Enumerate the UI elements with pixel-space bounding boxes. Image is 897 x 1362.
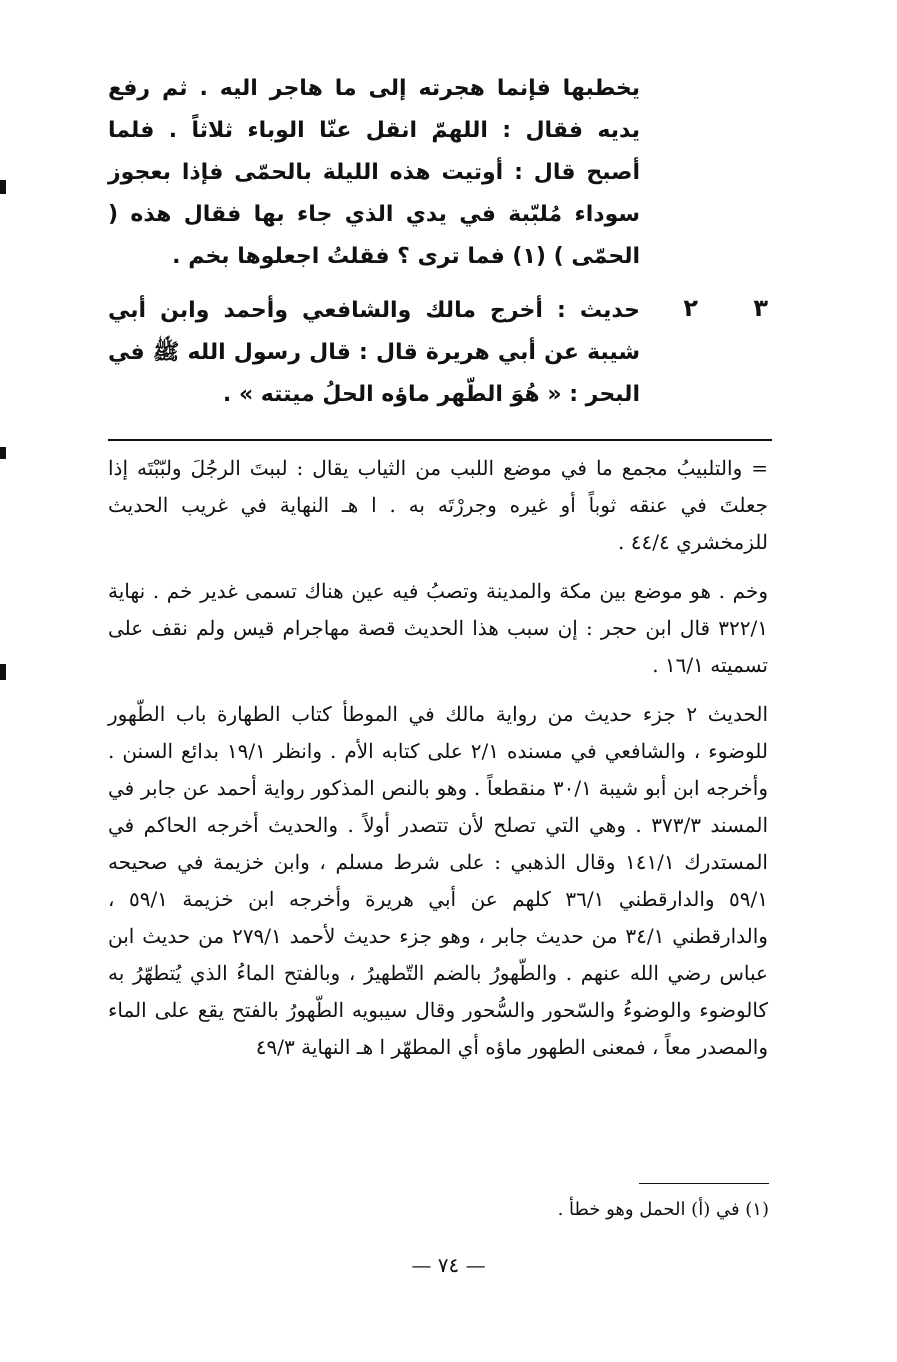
note-paragraph: الحديث ٢ جزء حديث من رواية مالك في الموطأ كتاب الطهارة باب الطّهور للوضوء ، والشافعي في مسنده ٢/١ على كتابه الأم . وانظر ١٩/١ بدائع السنن . وأخرجه ابن أبو شيبة ٣٠/١ منقطعاً . وهو بالنص المذكور رواية أحمد عن جابر في المسند ٣٧٣/٣ . وهي التي تصلح لأن تتصدر أولاً . والحديث أخرجه الحاكم في المستدرك ١٤١/١ وقال الذهبي : على شرط مسلم ، وابن خزيمة في صحيحه ٥٩/١ والدارقطني ٣٦/١ كلهم عن أبي هريرة وأخرجه ابن خزيمة ٥٩/١ ، والدارقطني ٣٤/١ من حديث جابر ، وهو جزء حديث لأحمد ٢٧٩/١ من حديث ابن عباس رضي الله عنهم . والطّهورُ بالضم التّطهيرُ ، وبالفتح الماءُ الذي يُتطهّرُ به كالوضوء والوضوءُ والسّحور والسُّحور وقال سيبويه الطّهورُ بالفتح يقع على الماء والمصدر معاً ، فمعنى الطهور ماؤه أي المطهّر ا هـ النهاية ٤٩/٣: [108, 702, 769, 1059]
hadith-number-primary: ٣: [753, 294, 768, 322]
margin-mark: [0, 447, 6, 459]
page-number: — ٧٤ —: [411, 1253, 486, 1277]
section-divider: [108, 439, 772, 441]
hadith-number-secondary: ٢: [683, 294, 698, 322]
margin-mark: [0, 180, 6, 194]
note-paragraph: = والتلبيبُ مجمع ما في موضع اللبب من الثياب يقال : لببتَ الرجُلَ ولبّبْتَه إذا جعلتَ في عنقه ثوباً أو غيره وجررْتَه به . ا هـ النهاية في غريب الحديث للزمخشري ٤٤/٤ .: [108, 456, 768, 554]
main-text: يخطبها فإنما هجرته إلى ما هاجر اليه . ثم رفع يديه فقال : اللهمّ انقل عنّا الوباء ثلاثاً . فلما أصبح قال : أوتيت هذه الليلة بالحمّى فإذا بعجوز سوداء مُلبّبة في يدي الذي جاء بها فقال هذه ( الحمّى ) (١) فما ترى ؟ فقلتُ اجعلوها بخم .: [108, 76, 640, 269]
note-paragraph: وخم . هو موضع بين مكة والمدينة وتصبُ فيه عين هناك تسمى غدير خم . نهاية ٣٢٢/١ قال ابن حجر : إن سبب هذا الحديث قصة مهاجرام قيس ولم نقف على تسميته ١٦/١ .: [108, 579, 768, 677]
commentary-notes: [108, 450, 768, 1078]
footnote-divider: [639, 1183, 769, 1184]
footnote: (١) في (أ) الحمل وهو خطأ .: [557, 1199, 769, 1220]
margin-mark: [0, 664, 6, 680]
hadith-text: حديث : أخرج مالك والشافعي وأحمد وابن أبي شيبة عن أبي هريرة قال : قال رسول الله ﷺ في البحر : « هُوَ الطّهر ماؤه الحلُ ميتته » .: [108, 298, 640, 407]
